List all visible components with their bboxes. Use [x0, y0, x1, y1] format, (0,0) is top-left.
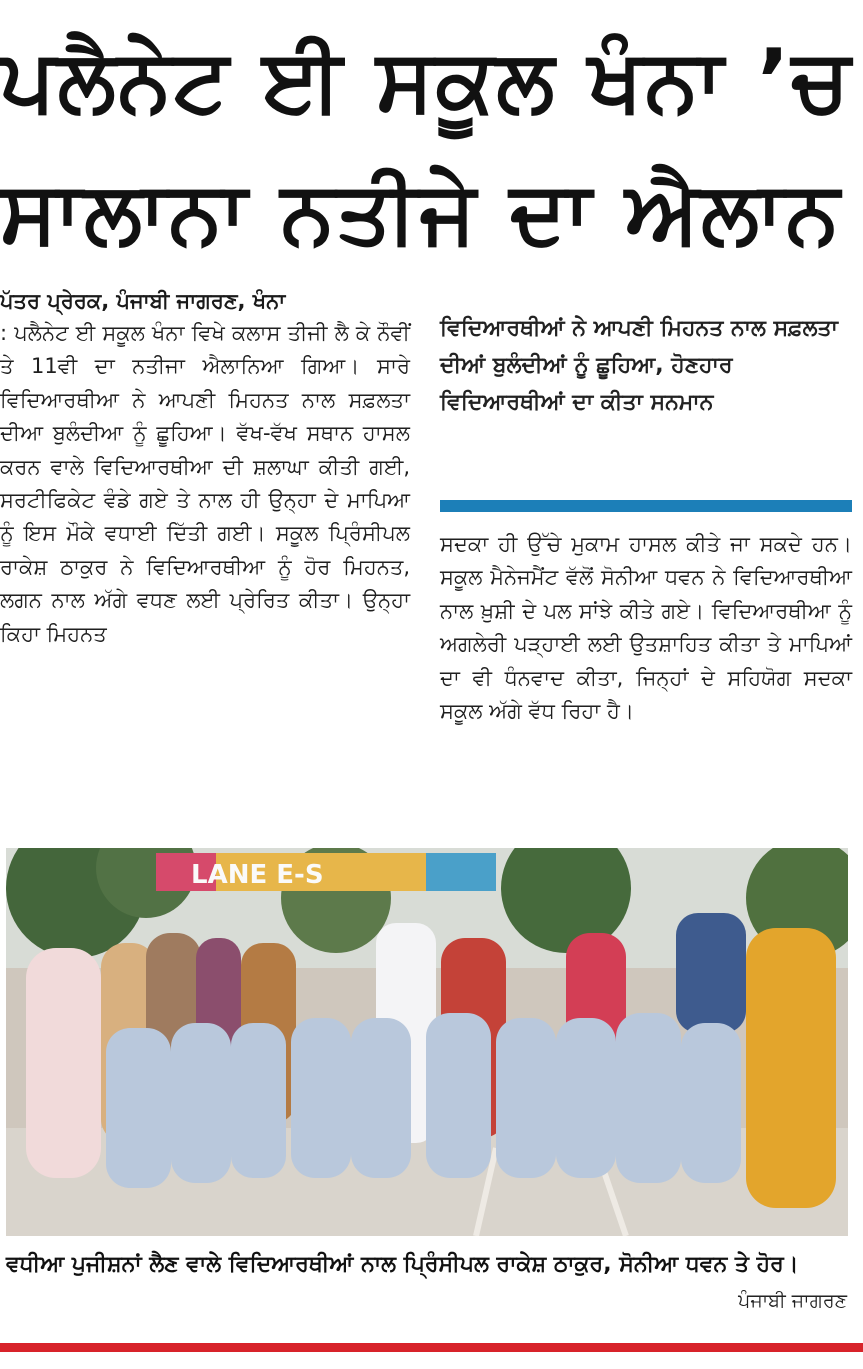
red-rule — [0, 1343, 863, 1352]
right-body-text: ਸਦਕਾ ਹੀ ਉੱਚੇ ਮੁਕਾਮ ਹਾਸਲ ਕੀਤੇ ਜਾ ਸਕਦੇ ਹਨ। ਸਕੂਲ ਮੈਨੇਜਮੈਂਟ ਵੱਲੋਂ ਸੋਨੀਆ ਧਵਨ ਨੇ ਵਿਦਿਆਰਥੀਆ ਨਾਲ ਖ਼ੁਸ਼ੀ ਦੇ ਪਲ ਸਾਂਝੇ ਕੀਤੇ ਗਏ। ਵਿਦਿਆਰਥੀਆ ਨੂੰ ਅਗਲੇਰੀ ਪੜ੍ਹਾਈ ਲਈ ਉਤਸ਼ਾਹਿਤ ਕੀਤਾ ਤੇ ਮਾਪਿਆਂ ਦਾ ਵੀ ਧੰਨਵਾਦ ਕੀਤਾ, ਜਿਨ੍ਹਾਂ ਦੇ ਸਹਿਯੋਗ ਸਦਕਾ ਸਕੂਲ ਅੱਗੇ ਵੱਧ ਰਿਹਾ ਹੈ। — [440, 532, 852, 724]
right-column-subhead — [440, 310, 852, 421]
group-photo — [6, 848, 848, 1236]
blue-rule — [440, 500, 852, 512]
banner-text: LANE E-S — [191, 860, 324, 890]
photo-credit: ਪੰਜਾਬੀ ਜਾਗਰਣ — [738, 1290, 847, 1312]
byline: ਪੱਤਰ ਪ੍ਰੇਰਕ, ਪੰਜਾਬੀ ਜਾਗਰਣ, ਖੰਨਾ — [0, 289, 286, 313]
headline-line-1: ਪਲੈਨੇਟ ਈ ਸਕੂਲ ਖੰਨਾ ’ਚ — [0, 31, 852, 131]
right-column — [440, 528, 852, 728]
subhead: ਵਿਦਿਆਰਥੀਆਂ ਨੇ ਆਪਣੀ ਮਿਹਨਤ ਨਾਲ ਸਫ਼ਲਤਾ ਦੀਆਂ ਬੁਲੰਦੀਆਂ ਨੂੰ ਛੂਹਿਆ, ਹੋਣਹਾਰ ਵਿਦਿਆਰਥੀਆਂ ਦਾ ਕੀਤਾ ਸਨਮਾਨ — [440, 316, 838, 415]
headline-line-2: ਸਾਲਾਨਾ ਨਤੀਜੇ ਦਾ ਐਲਾਨ — [0, 163, 842, 263]
photo-caption: ਵਧੀਆ ਪੁਜੀਸ਼ਨਾਂ ਲੈਣ ਵਾਲੇ ਵਿਦਿਆਰਥੀਆਂ ਨਾਲ ਪ੍ਰਿੰਸੀਪਲ ਰਾਕੇਸ਼ ਠਾਕੁਰ, ਸੋਨੀਆ ਧਵਨ ਤੇ ਹੋਰ। — [6, 1252, 799, 1277]
left-column — [0, 285, 410, 651]
group-photo-image — [6, 848, 848, 1236]
left-body-text: : ਪਲੈਨੇਟ ਈ ਸਕੂਲ ਖੰਨਾ ਵਿਖੇ ਕਲਾਸ ਤੀਜੀ ਲੈ ਕੇ ਨੌਵੀਂ ਤੇ 11ਵੀ ਦਾ ਨਤੀਜਾ ਐਲਾਨਿਆ ਗਿਆ। ਸਾਰੇ ਵਿਦਿਆਰਥੀਆ ਨੇ ਆਪਣੀ ਮਿਹਨਤ ਨਾਲ ਸਫ਼ਲਤਾ ਦੀਆ ਬੁਲੰਦੀਆ ਨੂੰ ਛੂਹਿਆ। ਵੱਖ-ਵੱਖ ਸਥਾਨ ਹਾਸਲ ਕਰਨ ਵਾਲੇ ਵਿਦਿਆਰਥੀਆ ਦੀ ਸ਼ਲਾਘਾ ਕੀਤੀ ਗਈ, ਸਰਟੀਫਿਕੇਟ ਵੰਡੇ ਗਏ ਤੇ ਨਾਲ ਹੀ ਉਨ੍ਹਾ ਦੇ ਮਾਪਿਆ ਨੂੰ ਇਸ ਮੌਕੇ ਵਧਾਈ ਦਿੱਤੀ ਗਈ। ਸਕੂਲ ਪ੍ਰਿੰਸੀਪਲ ਰਾਕੇਸ਼ ਠਾਕੁਰ ਨੇ ਵਿਦਿਆਰਥੀਆ ਨੂੰ ਹੋਰ ਮਿਹਨਤ, ਲਗਨ ਨਾਲ ਅੱਗੇ ਵਧਣ ਲਈ ਪ੍ਰੇਰਿਤ ਕੀਤਾ। ਉਨ੍ਹਾ ਕਿਹਾ ਮਿਹਨਤ — [0, 321, 410, 646]
